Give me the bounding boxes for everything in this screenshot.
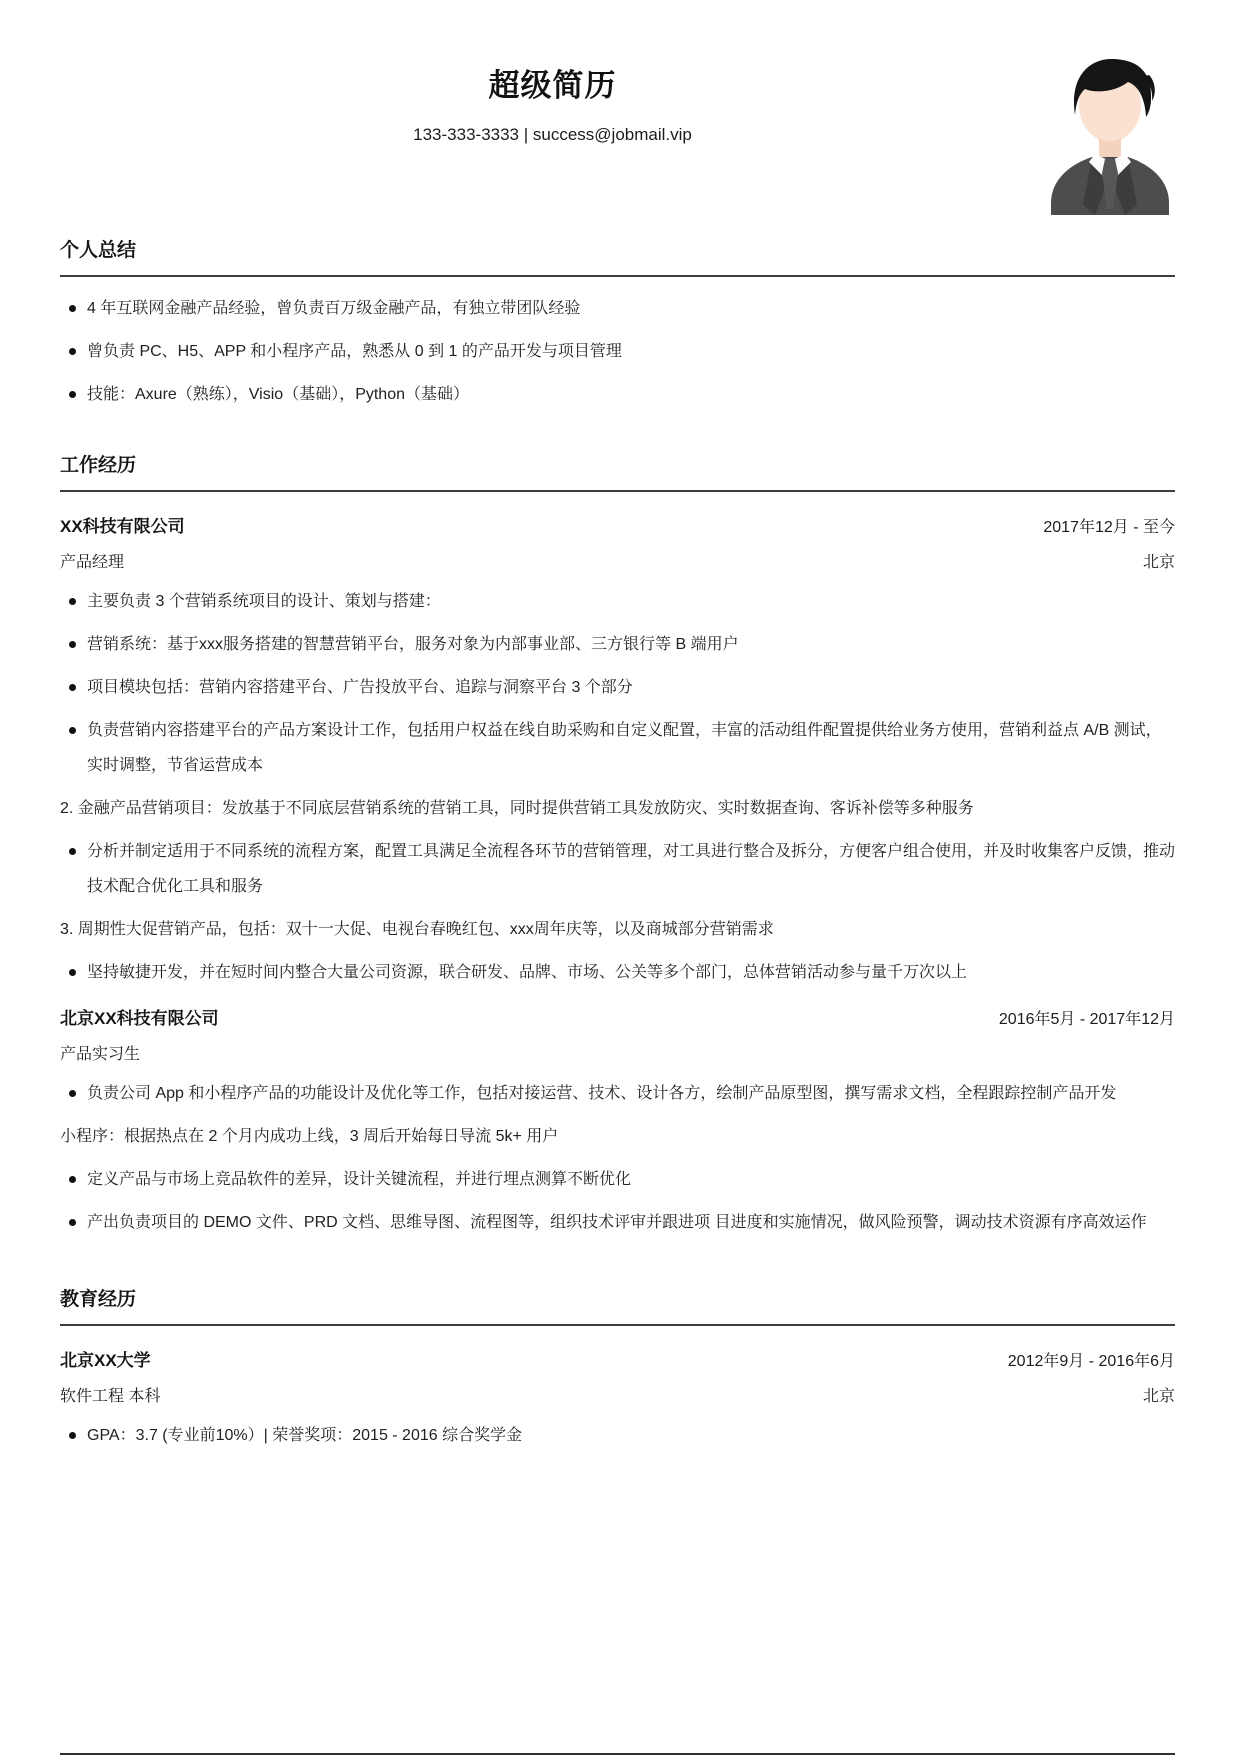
bullet-item: 4 年互联网金融产品经验，曾负责百万级金融产品，有独立带团队经验 xyxy=(60,291,1175,326)
entry-head xyxy=(60,1346,1175,1371)
bullet-item: 定义产品与市场上竞品软件的差异，设计关键流程，并进行埋点测算不断优化 xyxy=(60,1162,1175,1197)
work-entries xyxy=(60,492,1175,1240)
header-text-block xyxy=(60,55,1045,145)
section-work xyxy=(60,450,1175,1240)
section-summary xyxy=(60,235,1175,412)
avatar xyxy=(1045,55,1175,215)
paragraph-item: 小程序：根据热点在 2 个月内成功上线，3 周后开始每日导流 5k+ 用户 xyxy=(60,1128,559,1145)
paragraph-item: 3. 周期性大促营销产品，包括：双十一大促、电视台春晚红包、xxx周年庆等，以及商城部分营销需求 xyxy=(60,921,774,938)
bullet-item: 项目模块包括：营销内容搭建平台、广告投放平台、追踪与洞察平台 3 个部分 xyxy=(60,670,1175,705)
bullet-item: 曾负责 PC、H5、APP 和小程序产品，熟悉从 0 到 1 的产品开发与项目管理 xyxy=(60,334,1175,369)
entry-date: 2016年5月 - 2017年12月 xyxy=(998,1011,1175,1028)
bullet-item: 技能：Axure（熟练），Visio（基础），Python（基础） xyxy=(60,377,1175,412)
entry-role: 产品实习生 xyxy=(60,1046,141,1063)
section-title-work: 工作经历 xyxy=(60,450,1175,492)
section-education xyxy=(60,1284,1175,1453)
entry-date: 2017年12月 - 至今 xyxy=(1043,519,1175,536)
bullet-item: GPA：3.7 (专业前10%）| 荣誉奖项：2015 - 2016 综合奖学金 xyxy=(60,1418,1175,1453)
entry-subhead xyxy=(60,1041,1175,1064)
entry xyxy=(60,1004,1175,1240)
entry-head xyxy=(60,512,1175,537)
entry xyxy=(60,512,1175,990)
resume-header xyxy=(60,0,1175,215)
entry-location: 北京 xyxy=(1142,1388,1175,1405)
entry-date: 2012年9月 - 2016年6月 xyxy=(1007,1353,1175,1370)
entry-subhead xyxy=(60,549,1175,572)
entry-items xyxy=(60,1418,1175,1453)
entry xyxy=(60,1346,1175,1453)
bullet-item: 主要负责 3 个营销系统项目的设计、策划与搭建： xyxy=(60,584,1175,619)
bullet-item: 分析并制定适用于不同系统的流程方案，配置工具满足全流程各环节的营销管理，对工具进行整合及拆分，方便客户组合使用，并及时收集客户反馈，推动技术配合优化工具和服务 xyxy=(60,834,1175,904)
contact-info: 133-333-3333 | success@jobmail.vip xyxy=(413,125,692,144)
entry-items xyxy=(60,584,1175,990)
entry-name: XX科技有限公司 xyxy=(60,517,185,536)
page-title: 超级简历 xyxy=(488,68,617,103)
entry-subhead xyxy=(60,1383,1175,1406)
entry-role: 产品经理 xyxy=(60,554,125,571)
section-title-education: 教育经历 xyxy=(60,1284,1175,1326)
entry-name: 北京XX科技有限公司 xyxy=(60,1009,219,1028)
bullet-item: 坚持敏捷开发，并在短时间内整合大量公司资源，联合研发、品牌、市场、公关等多个部门，总体营销活动参与量千万次以上 xyxy=(60,955,1175,990)
bullet-item: 产出负责项目的 DEMO 文件、PRD 文档、思维导图、流程图等，组织技术评审并跟进项 目进度和实施情况，做风险预警，调动技术资源有序高效运作 xyxy=(60,1205,1175,1240)
bullet-item: 负责营销内容搭建平台的产品方案设计工作，包括用户权益在线自助采购和自定义配置，丰富的活动组件配置提供给业务方使用，营销利益点 A/B 测试，实时调整，节省运营成本 xyxy=(60,713,1175,783)
section-title-summary: 个人总结 xyxy=(60,235,1175,277)
entry-items xyxy=(60,1076,1175,1240)
paragraph-item: 2. 金融产品营销项目：发放基于不同底层营销系统的营销工具，同时提供营销工具发放防灾、实时数据查询、客诉补偿等多种服务 xyxy=(60,800,974,817)
summary-list xyxy=(60,277,1175,412)
bullet-item: 负责公司 App 和小程序产品的功能设计及优化等工作，包括对接运营、技术、设计各方，绘制产品原型图，撰写需求文档，全程跟踪控制产品开发 xyxy=(60,1076,1175,1111)
entry-location: 北京 xyxy=(1142,554,1175,571)
entry-role: 软件工程 本科 xyxy=(60,1388,161,1405)
bullet-item: 营销系统：基于xxx服务搭建的智慧营销平台，服务对象为内部事业部、三方银行等 B 端用户 xyxy=(60,627,1175,662)
entry-head xyxy=(60,1004,1175,1029)
male-avatar-icon xyxy=(1045,55,1175,215)
entry-name: 北京XX大学 xyxy=(60,1351,151,1370)
education-entries xyxy=(60,1326,1175,1453)
